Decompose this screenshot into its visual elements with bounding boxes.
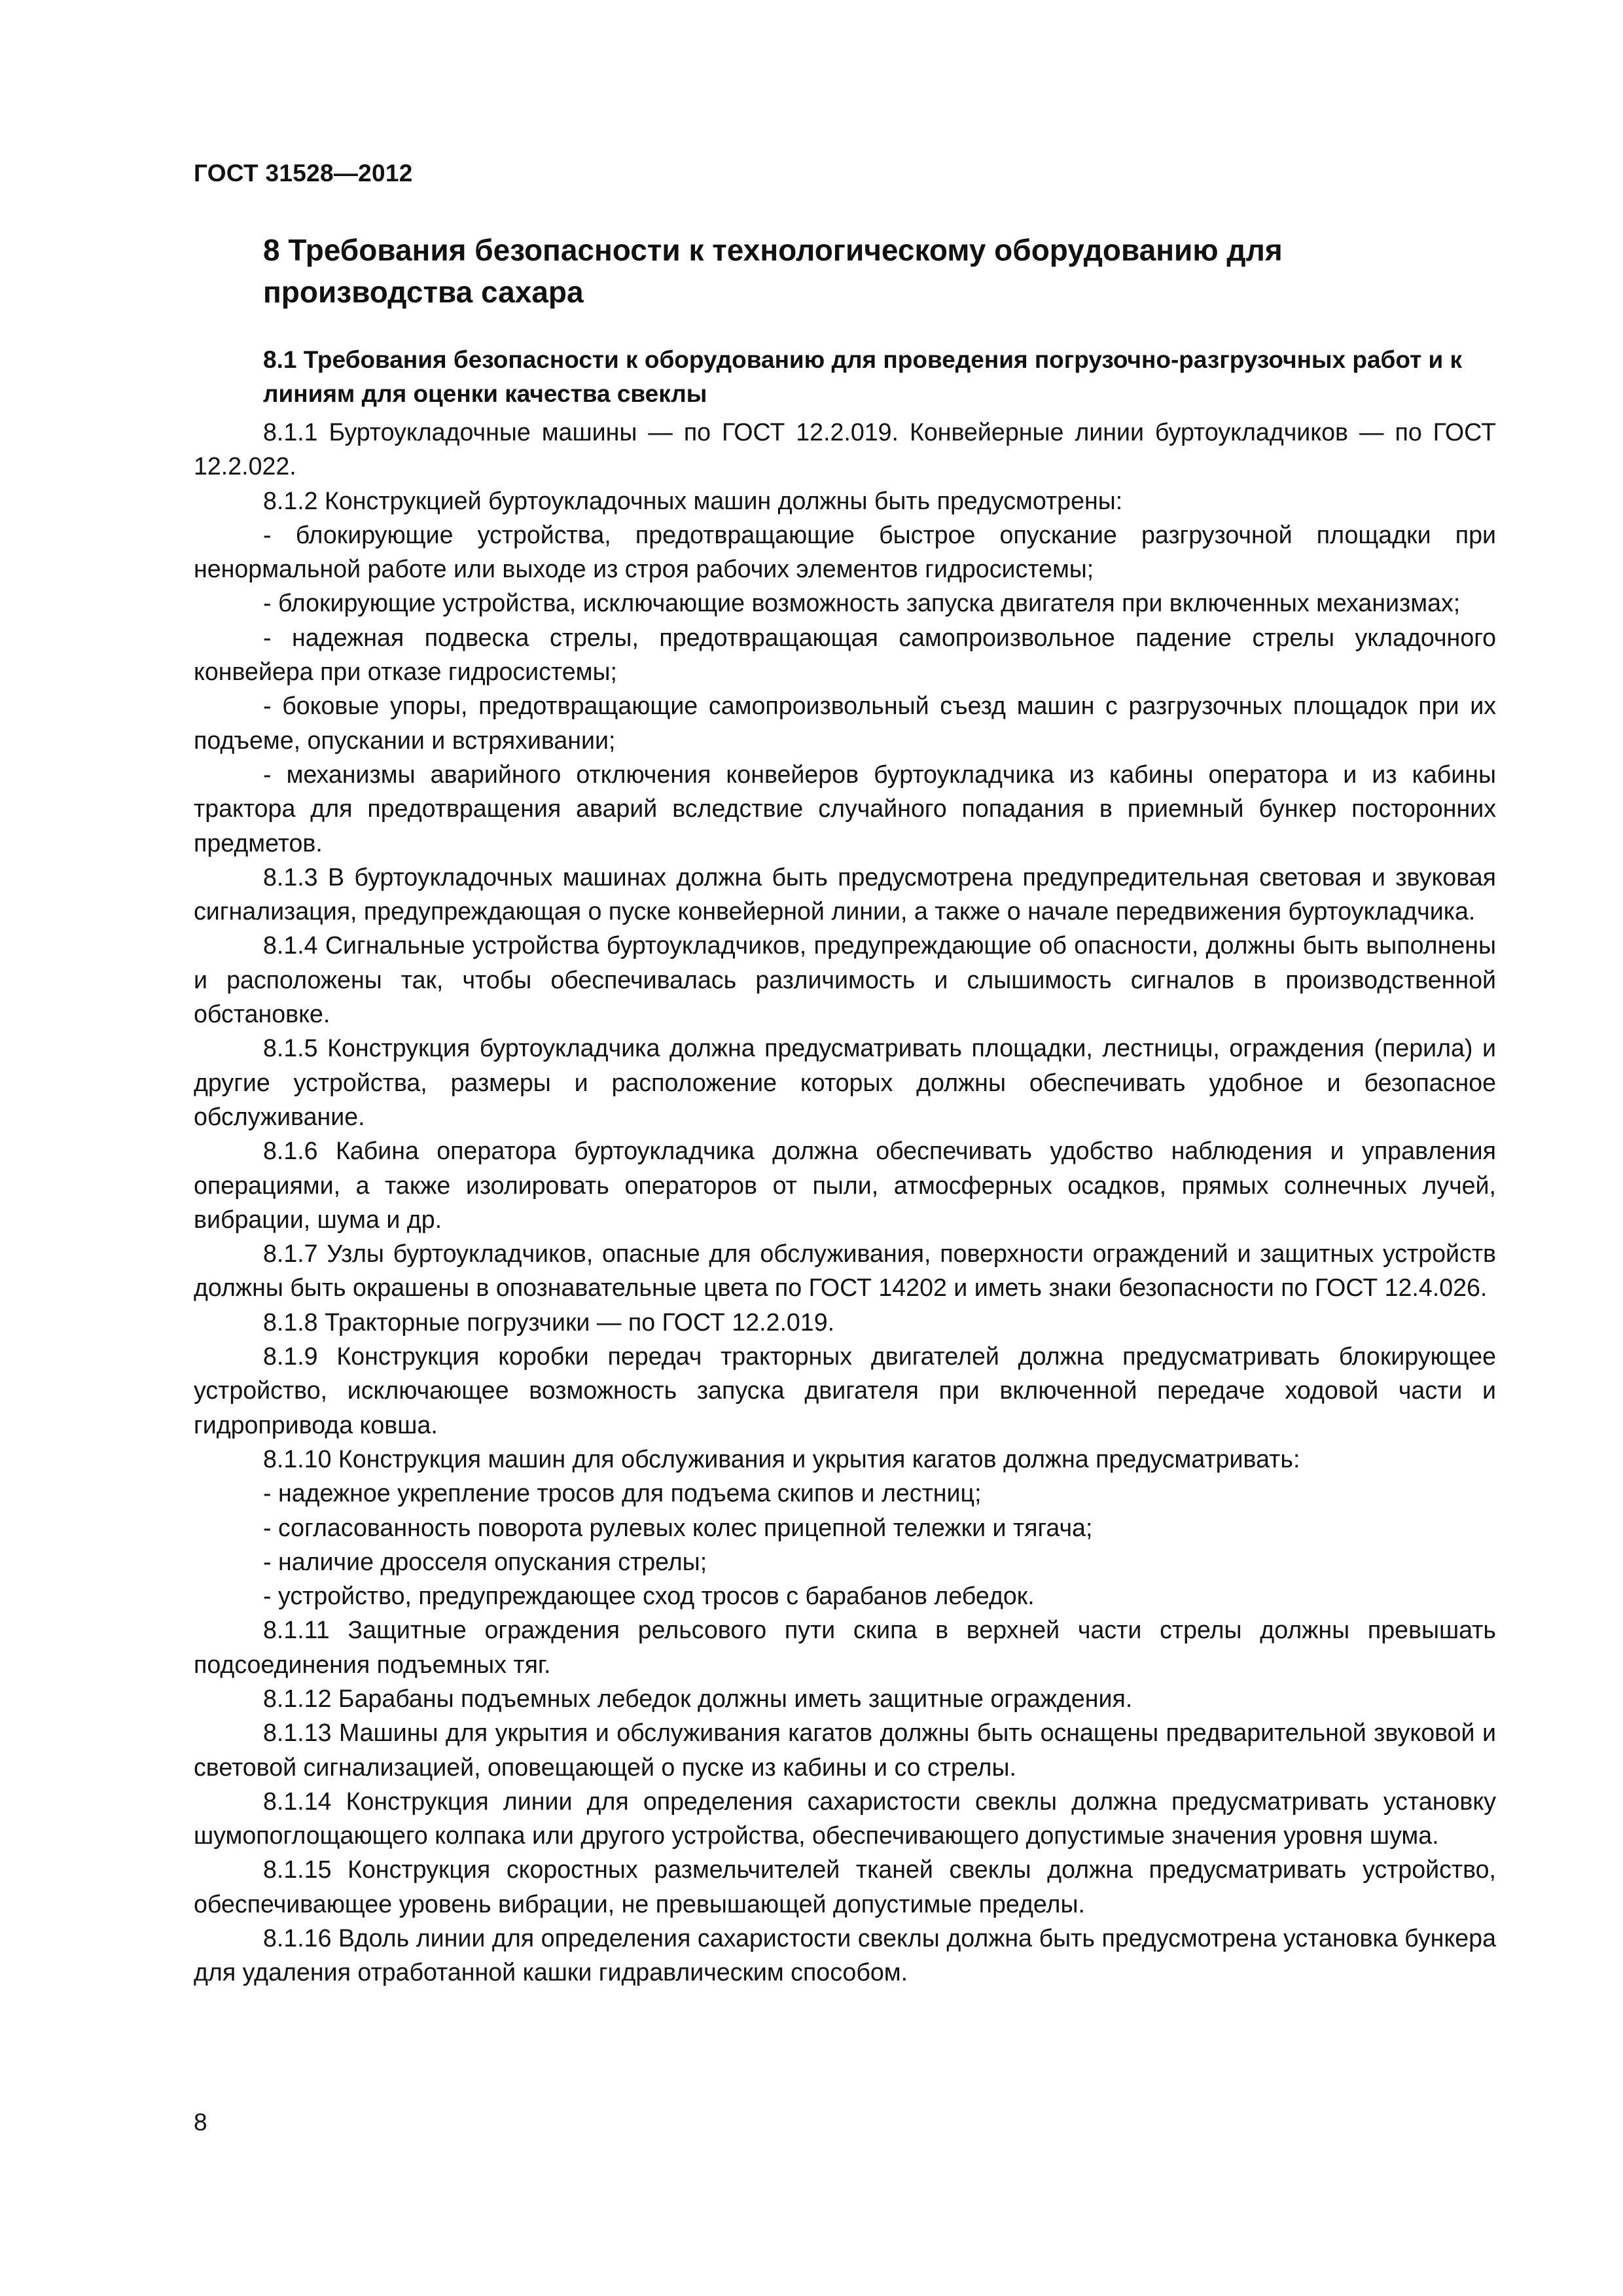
clause-8-1-16: 8.1.16 Вдоль линии для определения сахаристости свеклы должна быть предусмотрена установка бункера для удаления отработанной кашки гидравлическим способом. [194, 1924, 1496, 1986]
clause-8-1-8: 8.1.8 Тракторные погрузчики — по ГОСТ 12.2.019. [263, 1308, 835, 1336]
clause-8-1-10: 8.1.10 Конструкция машин для обслуживания и укрытия кагатов должна предусматривать: [263, 1444, 1300, 1473]
subsection-title: 8.1 Требования безопасности к оборудованию для проведения погрузочно-разгрузочных работ и к линиям для оценки качества свеклы [263, 346, 1463, 407]
list-item: - наличие дросселя опускания стрелы; [263, 1547, 707, 1575]
list-item: - боковые упоры, предотвращающие самопроизвольный съезд машин с разгрузочных площадок при их подъеме, опускании и встряхивании; [194, 692, 1496, 754]
clause-8-1-11: 8.1.11 Защитные ограждения рельсового пути скипа в верхней части стрелы должны превышать подсоединения подъемных тяг. [194, 1616, 1496, 1678]
clause-8-1-4: 8.1.4 Сигнальные устройства буртоукладчиков, предупреждающие об опасности, должны быть выполнены и расположены так, чтобы обеспечивалась различимость и слышимость сигналов в производственной обстановке. [194, 931, 1496, 1028]
clause-8-1-14: 8.1.14 Конструкция линии для определения сахаристости свеклы должна предусматривать установку шумопоглощающего колпака или другого устройства, обеспечивающего допустимые значения уровня шума. [194, 1787, 1496, 1850]
clause-8-1-15: 8.1.15 Конструкция скоростных размельчителей тканей свеклы должна предусматривать устройство, обеспечивающее уровень вибрации, не превышающей допустимые пределы. [194, 1856, 1496, 1918]
document-code-header: ГОСТ 31528—2012 [194, 160, 413, 187]
document-body [194, 229, 1496, 1990]
clause-8-1-13: 8.1.13 Машины для укрытия и обслуживания кагатов должны быть оснащены предварительной звуковой и световой сигнализацией, оповещающей о пуске из кабины и со стрелы. [194, 1719, 1496, 1781]
clause-8-1-2: 8.1.2 Конструкцией буртоукладочных машин должны быть предусмотрены: [263, 486, 1123, 514]
clause-8-1-12: 8.1.12 Барабаны подъемных лебедок должны иметь защитные ограждения. [263, 1684, 1133, 1712]
clause-8-1-6: 8.1.6 Кабина оператора буртоукладчика должна обеспечивать удобство наблюдения и управления операциями, а также изолировать операторов от пыли, атмосферных осадков, прямых солнечных лучей, вибрации, шума и др. [194, 1137, 1496, 1233]
list-item: - надежное укрепление тросов для подъема скипов и лестниц; [263, 1479, 982, 1507]
list-item: - согласованность поворота рулевых колес прицепной тележки и тягача; [263, 1513, 1093, 1541]
page-number: 8 [194, 2109, 207, 2136]
clause-8-1-3: 8.1.3 В буртоукладочных машинах должна быть предусмотрена предупредительная световая и звуковая сигнализация, предупреждающая о пуске конвейерной линии, а также о начале передвижения буртоукладчика. [194, 863, 1496, 925]
list-item: - блокирующие устройства, исключающие возможность запуска двигателя при включенных механизмах; [263, 589, 1461, 617]
list-item: - механизмы аварийного отключения конвейеров буртоукладчика из кабины оператора и из кабины трактора для предотвращения аварий вследствие случайного попадания в приемный бункер посторонних предметов. [194, 760, 1496, 857]
clause-8-1-1: 8.1.1 Буртоукладочные машины — по ГОСТ 12.2.019. Конвейерные линии буртоукладчиков — по ГОСТ 12.2.022. [194, 418, 1496, 480]
clause-8-1-9: 8.1.9 Конструкция коробки передач тракторных двигателей должна предусматривать блокирующее устройство, исключающее возможность запуска двигателя при включенной передаче ходовой части и гидропривода ковша. [194, 1342, 1496, 1439]
list-item: - устройство, предупреждающее сход тросов с барабанов лебедок. [263, 1582, 1035, 1610]
section-title: 8 Требования безопасности к технологическому оборудованию для производства сахара [263, 233, 1283, 309]
clause-8-1-5: 8.1.5 Конструкция буртоукладчика должна предусматривать площадки, лестницы, ограждения (перила) и другие устройства, размеры и расположение которых должны обеспечивать удобное и безопасное обслуживание. [194, 1034, 1496, 1130]
clause-8-1-7: 8.1.7 Узлы буртоукладчиков, опасные для обслуживания, поверхности ограждений и защитных устройств должны быть окрашены в опознавательные цвета по ГОСТ 14202 и иметь знаки безопасности по ГОСТ 12.4.026. [194, 1240, 1496, 1302]
list-item: - надежная подвеска стрелы, предотвращающая самопроизвольное падение стрелы укладочного конвейера при отказе гидросистемы; [194, 623, 1496, 686]
list-item: - блокирующие устройства, предотвращающие быстрое опускание разгрузочной площадки при ненормальной работе или выходе из строя рабочих элементов гидросистемы; [194, 520, 1496, 583]
